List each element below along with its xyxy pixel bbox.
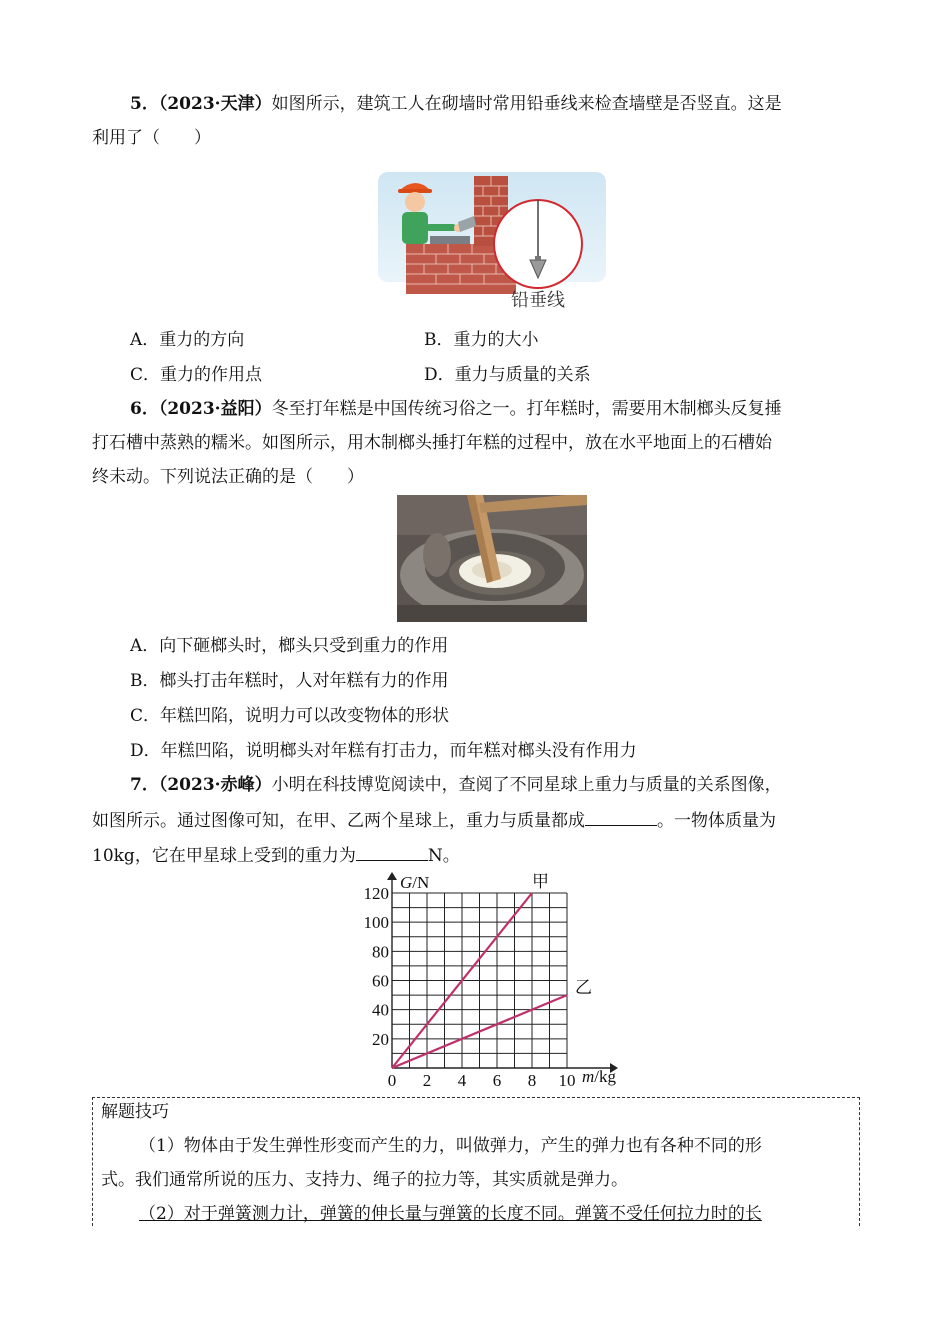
plumb-bob-inset	[494, 200, 582, 288]
q7-text-3b: N。	[427, 846, 460, 866]
q7-text-1: 小明在科技博览阅读中，查阅了不同星球上重力与质量的关系图像，	[271, 775, 782, 795]
tips-p1-line1: （1）物体由于发生弹性形变而产生的力，叫做弹力，产生的弹力也有各种不同的形	[139, 1136, 762, 1156]
q5-source: （2023·天津）	[158, 94, 272, 114]
q7-answer-blank-2[interactable]	[356, 842, 428, 861]
chart-svg	[352, 872, 642, 1088]
chart-ticks	[364, 884, 576, 1088]
chart-grid	[392, 893, 567, 1068]
plumb-line-caption: 铅垂线	[511, 290, 565, 310]
x-tick-label: 4	[457, 1071, 467, 1088]
y-axis-symbol: G	[400, 873, 413, 892]
series-label-jia: 甲	[532, 872, 549, 891]
q7-line1	[130, 773, 782, 797]
q7-number: 7．	[130, 775, 159, 795]
q7-text-2a: 如图所示。通过图像可知，在甲、乙两个星球上，重力与质量都成	[92, 811, 585, 831]
q6-line3: 终未动。下列说法正确的是（ ）	[92, 467, 364, 487]
x-axis-unit: /kg	[594, 1067, 617, 1086]
q5-number: 5．	[130, 94, 159, 114]
q6-option-c[interactable]: C．年糕凹陷，说明力可以改变物体的形状	[130, 706, 450, 726]
series-label-yi: 乙	[575, 978, 592, 998]
y-axis-unit: /N	[412, 873, 430, 892]
y-tick-label: 80	[372, 942, 389, 962]
q5-text-1: 如图所示，建筑工人在砌墙时常用铅垂线来检查墙壁是否竖直。这是	[271, 94, 782, 114]
gravity-mass-chart	[352, 872, 642, 1088]
x-tick-label: 0	[387, 1071, 397, 1088]
y-tick-label: 20	[372, 1029, 389, 1049]
q6-option-b[interactable]: B．榔头打击年糕时，人对年糕有力的作用	[130, 671, 449, 691]
q6-source: （2023·益阳）	[158, 399, 272, 419]
y-tick-label: 60	[372, 971, 389, 991]
y-tick-label: 120	[363, 884, 389, 903]
q5-option-a[interactable]: A．重力的方向	[130, 330, 245, 350]
rice-cake-photo	[397, 495, 587, 622]
x-tick-label: 8	[527, 1071, 537, 1088]
tips-p2-line1: （2）对于弹簧测力计，弹簧的伸长量与弹簧的长度不同。弹簧不受任何拉力时的长	[139, 1204, 762, 1224]
plumb-line-figure	[378, 172, 606, 314]
x-axis-symbol: m	[582, 1067, 595, 1086]
q5-option-c[interactable]: C．重力的作用点	[130, 365, 263, 385]
q6-option-a[interactable]: A．向下砸榔头时，榔头只受到重力的作用	[130, 636, 449, 656]
q7-source: （2023·赤峰）	[158, 775, 272, 795]
y-tick-label: 40	[372, 1000, 389, 1020]
q6-text-1: 冬至打年糕是中国传统习俗之一。打年糕时，需要用木制榔头反复捶	[271, 399, 782, 419]
y-axis-arrow	[387, 872, 397, 880]
x-tick-label: 2	[422, 1071, 432, 1088]
q7-text-2b: 。一物体质量为	[657, 811, 776, 831]
tips-box	[92, 1097, 860, 1226]
q5-line1	[130, 92, 782, 116]
y-tick-label: 100	[363, 913, 389, 933]
q5-line2: 利用了（ ）	[92, 128, 211, 148]
q7-answer-blank-1[interactable]	[585, 807, 657, 826]
q6-line1	[130, 397, 782, 421]
bricklayer-illustration	[378, 172, 606, 314]
y-axis-label	[400, 873, 429, 892]
x-tick-label: 10	[558, 1071, 576, 1088]
tips-title: 解题技巧	[101, 1102, 169, 1122]
x-axis-label	[582, 1067, 617, 1086]
q6-number: 6．	[130, 399, 159, 419]
q7-line3	[92, 842, 460, 868]
tips-p1-line2: 式。我们通常所说的压力、支持力、绳子的拉力等，其实质就是弹力。	[101, 1170, 628, 1190]
q5-option-b[interactable]: B．重力的大小	[424, 330, 539, 350]
x-tick-label: 6	[492, 1071, 502, 1088]
q7-line2	[92, 807, 776, 833]
q5-option-d[interactable]: D．重力与质量的关系	[424, 365, 591, 385]
stone-mortar-illustration	[397, 495, 587, 622]
q7-text-3a: 10kg，它在甲星球上受到的重力为	[92, 846, 356, 866]
q6-option-d[interactable]: D．年糕凹陷，说明榔头对年糕有打击力，而年糕对榔头没有作用力	[130, 741, 637, 761]
q6-line2: 打石槽中蒸熟的糯米。如图所示，用木制榔头捶打年糕的过程中，放在水平地面上的石槽始	[92, 433, 772, 453]
